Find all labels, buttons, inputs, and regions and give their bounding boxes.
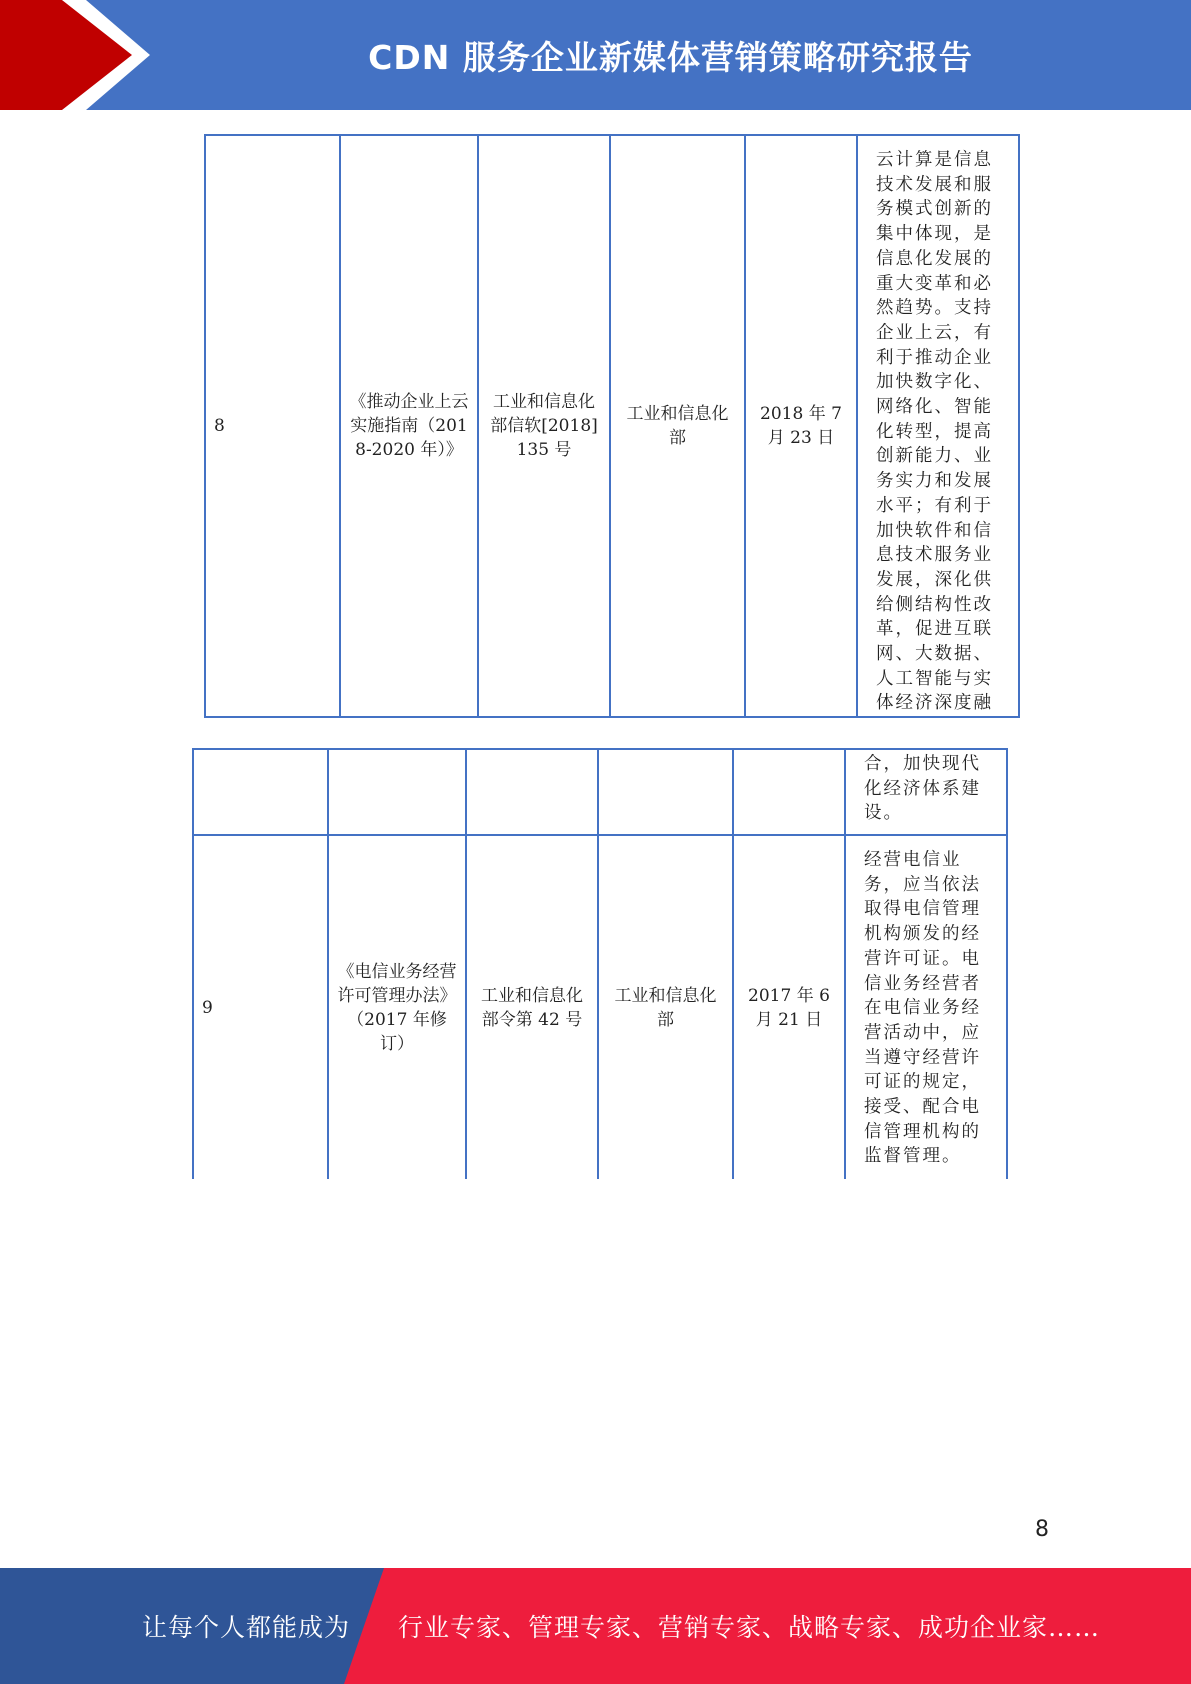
table-row [205,135,1019,717]
header-arrow-decoration [0,0,160,110]
empty-cell [466,749,598,835]
empty-cell [733,749,845,835]
policy-content-continued: 合，加快现代化经济体系建设。 [845,749,1007,835]
document-number: 工业和信息化部信软[2018]135 号 [478,135,610,717]
empty-cell [328,749,466,835]
table-row [193,835,1007,1179]
row-number: 9 [193,835,328,1179]
issuing-agency: 工业和信息化部 [598,835,733,1179]
page-number: 8 [1035,1517,1049,1542]
empty-cell [598,749,733,835]
document-number: 工业和信息化部令第 42 号 [466,835,598,1179]
row-number: 8 [205,135,340,717]
issuing-agency: 工业和信息化部 [610,135,745,717]
page-title: CDN 服务企业新媒体营销策略研究报告 [368,37,973,77]
policy-name: 《推动企业上云实施指南（2018-2020 年）》 [340,135,478,717]
policy-table-part-2 [192,748,1008,1179]
page-header [0,0,1191,110]
issue-date: 2018 年 7 月 23 日 [745,135,857,717]
empty-cell [193,749,328,835]
footer-slogan-right: 行业专家、管理专家、营销专家、战略专家、成功企业家…… [398,1613,1101,1642]
table-row-continued [193,749,1007,835]
policy-content: 经营电信业务，应当依法取得电信管理机构颁发的经营许可证。电信业务经营者在电信业务经营活动中，应当遵守经营许可证的规定，接受、配合电信管理机构的监督管理。 [845,835,1007,1179]
issue-date: 2017 年 6 月 21 日 [733,835,845,1179]
page-footer [0,1568,1191,1684]
policy-table-part-1 [204,134,1020,718]
policy-content: 云计算是信息技术发展和服务模式创新的集中体现，是信息化发展的重大变革和必然趋势。支持企业上云，有利于推动企业加快数字化、网络化、智能化转型，提高创新能力、业务实力和发展水平；有利于加快软件和信息技术服务业发展，深化供给侧结构性改革，促进互联网、大数据、人工智能与实体经济深度融 [857,135,1019,717]
policy-name: 《电信业务经营许可管理办法》（2017 年修订） [328,835,466,1179]
footer-slogan-left: 让每个人都能成为 [142,1613,351,1642]
